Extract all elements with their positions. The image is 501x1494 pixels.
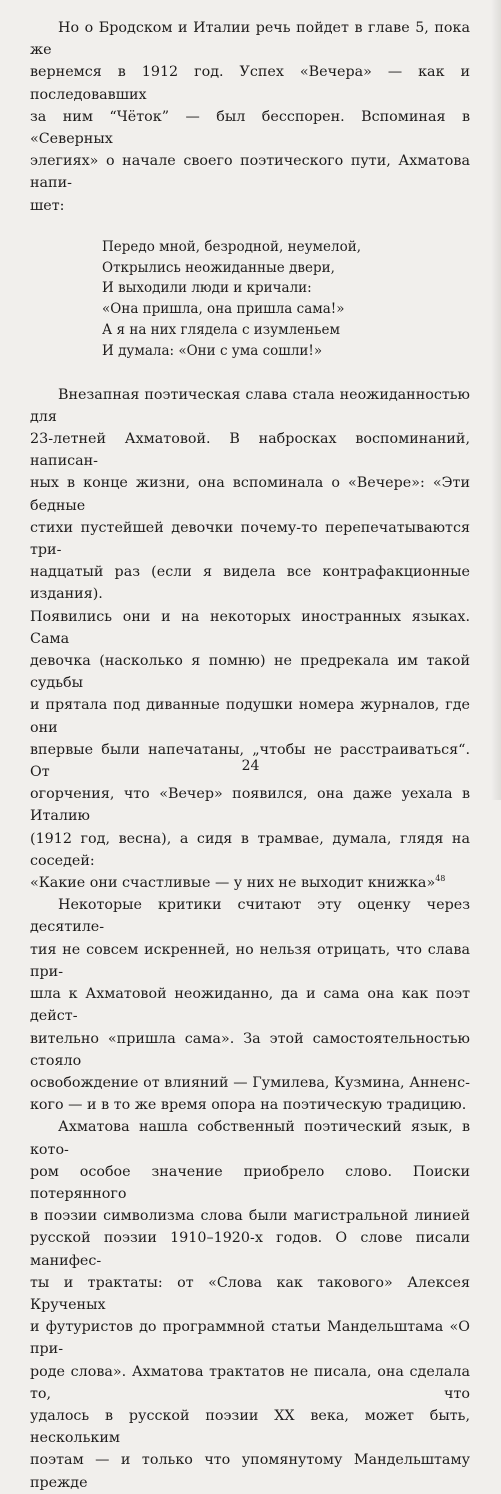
text-line: надцатый раз (если я видела все контрафакционные издания).: [30, 564, 470, 603]
poem-line: «Она пришла, она пришла сама!»: [102, 301, 345, 318]
paragraph-4: [30, 1116, 470, 1493]
text-line: ты и трактаты: от «Слова как такового» Алексея Крученых: [30, 1274, 470, 1313]
text-line: в поэзии символизма слова были магистральной линией: [30, 1208, 470, 1225]
footnote-marker: 48: [435, 874, 446, 884]
text-line: Но о Бродском и Италии речь пойдет в главе 5, пока же: [30, 20, 470, 59]
text-line: вернемся в 1912 год. Успех «Вечера» — как и последовавших: [30, 64, 470, 103]
paragraph-3: [30, 894, 470, 1116]
book-page: [30, 17, 470, 1494]
text-line: шла к Ахматовой неожиданно, да и сама она как поэт дейст-: [30, 986, 470, 1025]
text-line: вительно «пришла сама». За этой самостоятельностью стояло: [30, 1030, 470, 1069]
paragraph-2: [30, 384, 470, 895]
text-line: русской поэзии 1910–1920-х годов. О слове писали манифес-: [30, 1230, 470, 1269]
text-line: и футуристов до программной статьи Мандельштама «О при-: [30, 1319, 470, 1358]
page-edge-shadow: [491, 0, 501, 800]
text-line: за ним “Чёток” — был бесспорен. Вспоминая в «Северных: [30, 108, 470, 148]
text-line: поэтам — и только что упомянутому Мандельштаму прежде: [30, 1452, 470, 1491]
text-line: (1912 год, весна), а сидя в трамвае, думала, глядя на соседей:: [30, 830, 470, 869]
text-line: 23-летней Ахматовой. В набросках воспоминаний, написан-: [30, 431, 470, 470]
poem-line: Открылись неожиданные двери,: [102, 259, 335, 276]
text-line: удалось в русской поэзии XX века, может быть, нескольким: [30, 1407, 470, 1447]
text-line: ром особое значение приобрело слово. Поиски потерянного: [30, 1163, 470, 1202]
poem-line: Передо мной, безродной, неумелой,: [102, 238, 362, 255]
text-line: ных в конце жизни, она вспоминала о «Вечере»: «Эти бедные: [30, 475, 470, 514]
text-line: тия не совсем искренней, но нельзя отрицать, что слава при-: [30, 941, 470, 980]
text-line: Ахматова нашла собственный поэтический язык, в кото-: [30, 1119, 470, 1158]
page-number: 24: [241, 758, 260, 774]
text-line: роде слова». Ахматова трактатов не писала, она сделала то, что: [30, 1363, 470, 1402]
text-line: освобождение от влияний — Гумилева, Кузмина, Анненс-: [30, 1074, 470, 1091]
text-line-content: «Какие они счастливые — у них не выходит книжка»: [30, 875, 436, 892]
text-line: кого — и в то же время опора на поэтическую традицию.: [30, 1097, 467, 1114]
text-line: элегиях» о начале своего поэтического пути, Ахматова напи-: [30, 153, 470, 192]
text-line: огорчения, что «Вечер» появился, она даже уехала в Италию: [30, 786, 470, 825]
text-line: девочка (насколько я помню) не предрекала им такой судьбы: [30, 653, 470, 692]
text-line: шет:: [30, 197, 65, 214]
text-line: Внезапная поэтическая слава стала неожиданностью для: [30, 386, 470, 425]
poem-line: А я на них глядела с изумленьем: [102, 322, 341, 339]
text-line: и прятала под диванные подушки номера журналов, где они: [30, 697, 470, 736]
poem-line: И выходили люди и кричали:: [102, 280, 312, 297]
text-line: Некоторые критики считают эту оценку через десятиле-: [30, 897, 470, 936]
text-line: Появились они и на некоторых иностранных языках. Сама: [30, 608, 470, 647]
text-line: впервые были напечатаны, „чтобы не расстраиваться“. От: [30, 741, 470, 781]
poem-quote: [30, 237, 470, 362]
text-line: стихи пустейшей девочки почему-то перепечатываются три-: [30, 519, 470, 559]
text-line: [30, 872, 470, 894]
poem-line: И думала: «Они с ума сошли!»: [102, 342, 323, 359]
paragraph-1: [30, 17, 470, 217]
